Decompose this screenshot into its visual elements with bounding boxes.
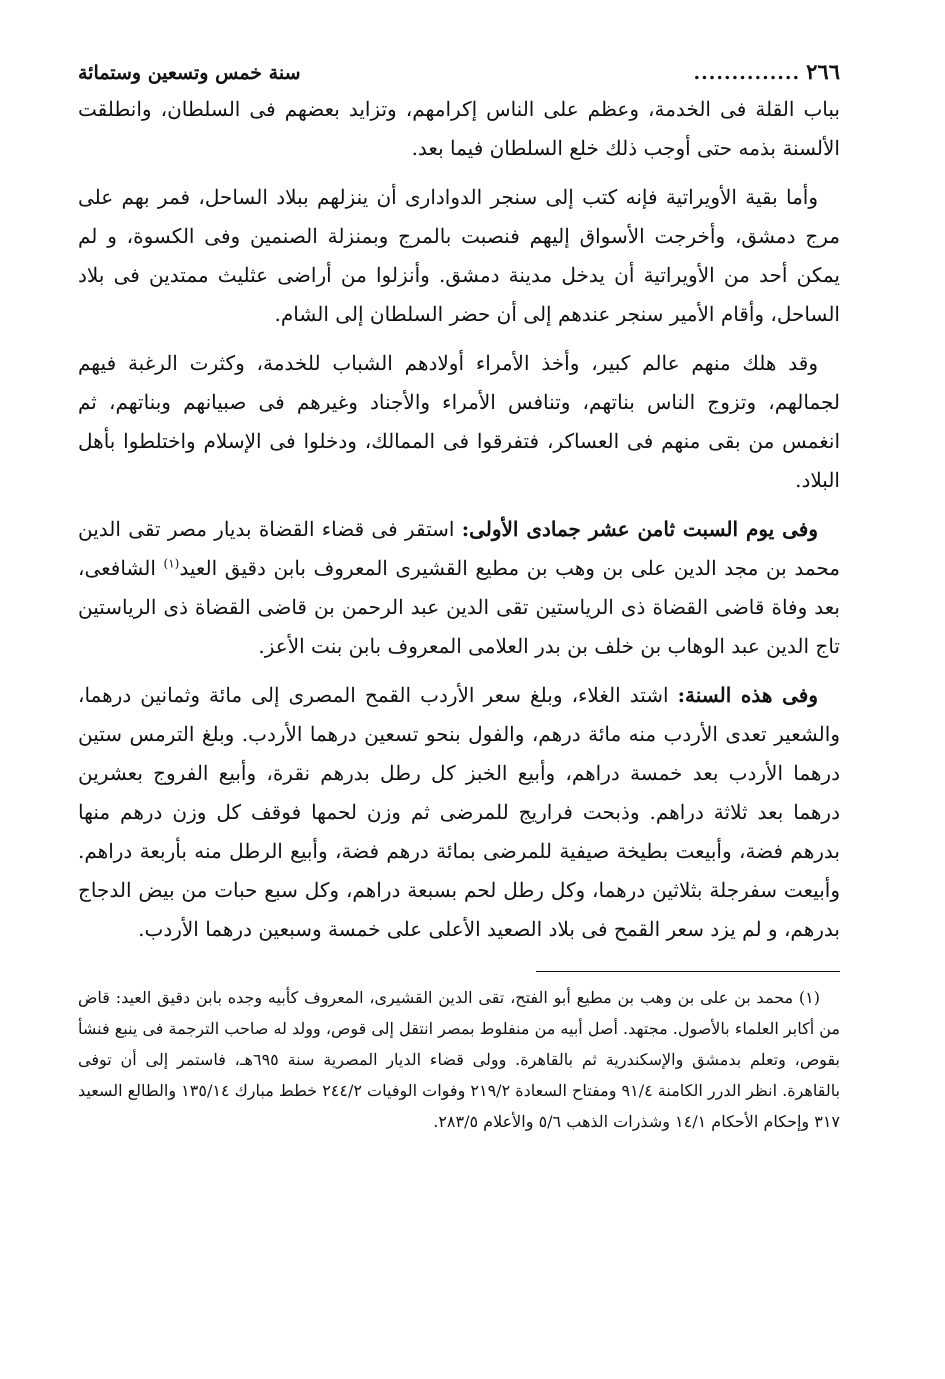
dot-leader: .............. (693, 62, 801, 84)
paragraph-text: بباب القلة فى الخدمة، وعظم على الناس إكرامهم، وتزايد بعضهم فى السلطان، وانطلقت الألسنة بذمه حتى أوجب ذلك خلع السلطان فيما بعد. (78, 97, 840, 160)
footnote-divider (536, 971, 840, 972)
paragraph-text: استقر فى قضاء القضاة بديار مصر تقى الدين محمد بن مجد الدين على بن وهب بن مطيع القشيرى المعروف بابن دقيق العيد (78, 517, 841, 580)
paragraph-text: وأما بقية الأويراتية فإنه كتب إلى سنجر الدوادارى أن ينزلهم ببلاد الساحل، فمر بهم على مرج دمشق، وأخرجت الأسواق إليهم فنصبت بالمرج وبمنزلة الصنمين وفى الكسوة، و لم يمكن أحد من الأويراتية أن يدخل مدينة دمشق. وأنزلوا من أراضى عثليث ممتدين فى بلاد الساحل، وأقام الأمير سنجر عندهم إلى أن حضر السلطان إلى الشام. (78, 185, 840, 326)
paragraph-lead: وفى هذه السنة: (677, 683, 818, 707)
main-text (78, 90, 840, 949)
paragraph (78, 510, 840, 666)
running-title: سنة خمس وتسعين وستمائة (78, 62, 301, 84)
footnote-reference: (١) (163, 556, 180, 571)
footnote (78, 982, 840, 1137)
book-page (78, 56, 840, 1137)
paragraph-text: اشتد الغلاء، وبلغ سعر الأردب القمح المصرى إلى مائة وثمانين درهما، والشعير تعدى الأردب منه مائة درهم، والفول بنحو تسعين درهما الأردب. وبلغ الترمس ستين درهما الأردب بعد خمسة دراهم، وأبيع الخبز كل رطل بدرهم نقرة، وأبيع الفروج بعشرين درهما بعد ثلاثة دراهم. وذبحت فراريج للمرضى ثم وزن لحمها فوقف كل وزن درهم منها بدرهم فضة، وأبيعت بطيخة صيفية للمرضى بمائة درهم فضة، وأبيع الرطل منه بأربعة دراهم. وأبيعت سفرجلة بثلاثين درهما، وكل رطل لحم بسبعة دراهم، وكل سبع حبات من بيض الدجاج بدرهم، و لم يزد سعر القمح فى بلاد الصعيد الأعلى على خمسة وسبعين درهما الأردب. (78, 683, 840, 941)
paragraph-lead: وفى يوم السبت ثامن عشر جمادى الأولى: (461, 517, 818, 541)
paragraph (78, 90, 840, 168)
paragraph-text: وقد هلك منهم عالم كبير، وأخذ الأمراء أولادهم الشباب للخدمة، وكثرت الرغبة فيهم لجمالهم، وتزوج الناس بناتهم، وتنافس الأمراء والأجناد وغيرهم فى صبيانهم وبناتهم، ثم انغمس من بقى منهم فى العساكر، فتفرقوا فى الممالك، ودخلوا فى الإسلام واختلطوا بأهل البلاد. (78, 351, 840, 492)
footnote-text: (١) محمد بن على بن وهب بن مطيع أبو الفتح، تقى الدين القشيرى، المعروف كأبيه وجده بابن دقيق العيد: قاض من أكابر العلماء بالأصول. مجتهد. أصل أبيه من منفلوط بمصر انتقل إلى قوص، وولد له صاحب الترجمة فى ينبع فنشأ بقوص، وتعلم بدمشق والإسكندرية ثم بالقاهرة. وولى قضاء الديار المصرية سنة ٦٩٥هـ، فاستمر إلى أن توفى بالقاهرة. انظر الدرر الكامنة ٩١/٤ ومفتاح السعادة ٢١٩/٢ وفوات الوفيات ٢٤٤/٢ خطط مبارك ١٣٥/١٤ والطالع السعيد ٣١٧ وإحكام الأحكام ١٤/١ وشذرات الذهب ٥/٦ والأعلام ٢٨٣/٥. (78, 988, 841, 1131)
running-header (78, 56, 840, 90)
page-number: ٢٦٦ (806, 59, 840, 84)
paragraph (78, 344, 840, 500)
paragraph (78, 178, 840, 334)
paragraph-text: الشافعى، بعد وفاة قاضى القضاة ذى الرياستين تقى الدين عبد الرحمن بن قاضى القضاة ذى الرياستين تاج الدين عبد الوهاب بن خلف بن بدر العلامى المعروف بابن بنت الأعز. (78, 556, 840, 658)
paragraph (78, 676, 840, 949)
